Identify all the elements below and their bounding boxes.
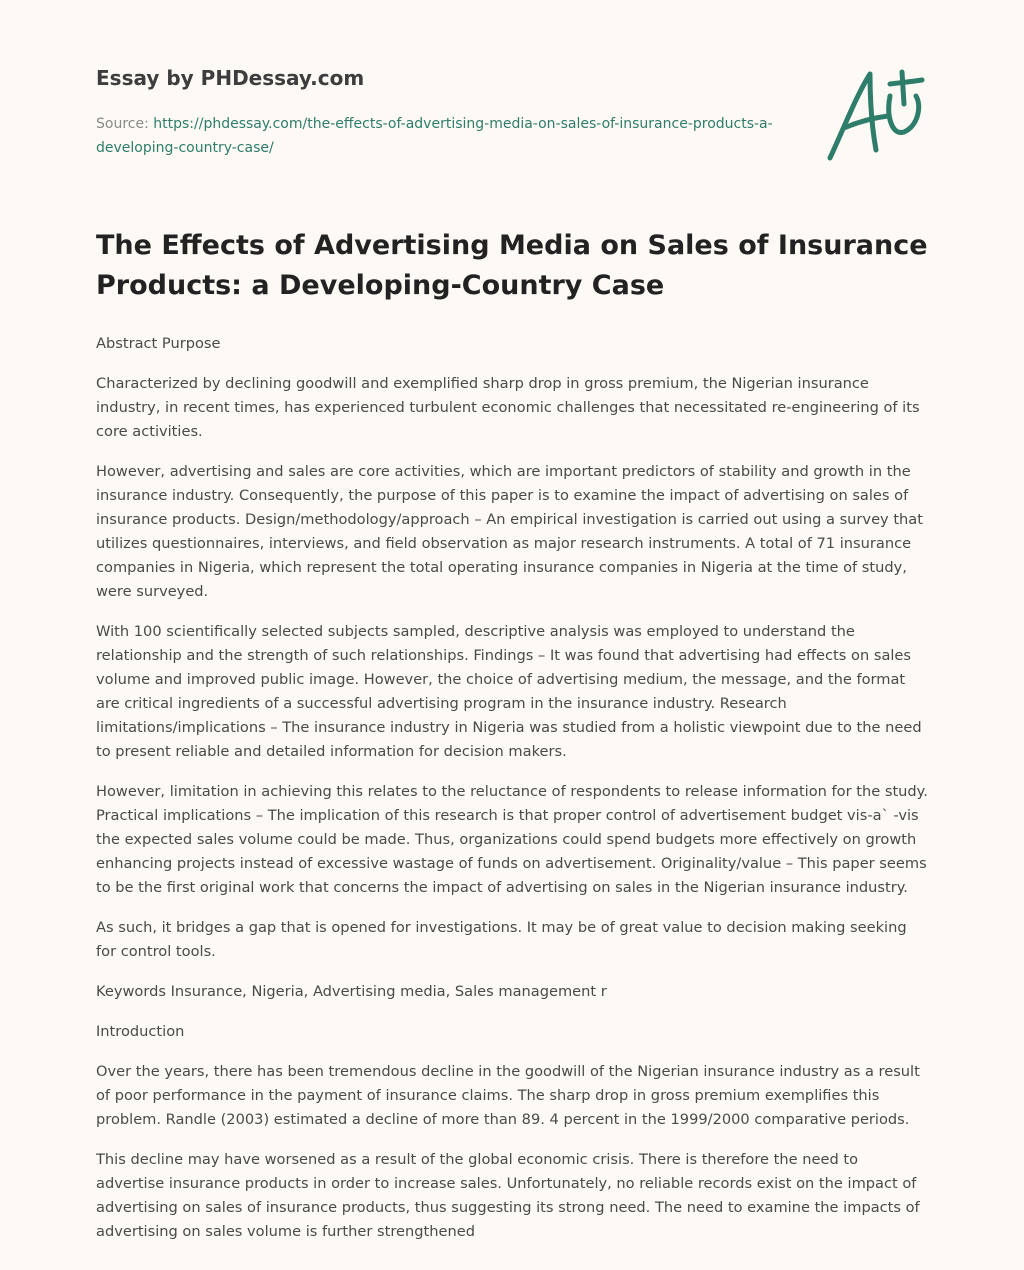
essay-content — [96, 226, 930, 1260]
source-line — [96, 112, 776, 160]
essay-paragraph: This decline may have worsened as a result of the global economic crisis. There is therefore the need to advertise insurance products in order to increase sales. Unfortunately, no reliable records exist on the impact of advertising on sales of insurance products, thus suggesting its strong need. The need to examine the impacts of advertising on sales volume is further strengthened — [96, 1151, 920, 1240]
essay-paragraph: Over the years, there has been tremendous decline in the goodwill of the Nigerian insurance industry as a result of poor performance in the payment of insurance claims. The sharp drop in gross premium exemplifies this problem. Randle (2003) estimated a decline of more than 89. 4 percent in the 1999/2000 comparative periods. — [96, 1063, 920, 1128]
essay-title: The Effects of Advertising Media on Sales of Insurance Products: a Developing-Country Case — [96, 230, 928, 301]
source-link[interactable]: https://phdessay.com/the-effects-of-advertising-media-on-sales-of-insurance-products-a-developing-country-case/ — [96, 116, 773, 156]
site-title: Essay by PHDessay.com — [96, 66, 365, 90]
source-label: Source: — [96, 116, 154, 132]
essay-paragraph: However, advertising and sales are core activities, which are important predictors of stability and growth in the insurance industry. Consequently, the purpose of this paper is to examine the impact of advertising on sales of insurance products. Design/methodology/approach – An empirical investigation is carried out using a survey that utilizes questionnaires, interviews, and field observation as major research instruments. A total of 71 insurance companies in Nigeria, which represent the total operating insurance companies in Nigeria at the time of study, were surveyed. — [96, 463, 923, 600]
a-plus-logo-icon — [818, 66, 930, 166]
essay-paragraph: However, limitation in achieving this relates to the reluctance of respondents to release information for the study. Practical implications – The implication of this research is that proper control of advertisement budget vis-a` -vis the expected sales volume could be made. Thus, organizations could spend budgets more effectively on growth enhancing projects instead of excessive wastage of funds on advertisement. Originality/value – This paper seems to be the first original work that concerns the impact of advertising on sales in the Nigerian insurance industry. — [96, 783, 928, 896]
essay-paragraph: Keywords Insurance, Nigeria, Advertising media, Sales management r — [96, 983, 607, 1000]
essay-paragraph: As such, it bridges a gap that is opened for investigations. It may be of great value to decision making seeking for control tools. — [96, 919, 907, 960]
essay-paragraph: With 100 scientifically selected subjects sampled, descriptive analysis was employed to understand the relationship and the strength of such relationships. Findings – It was found that advertising had effects on sales volume and improved public image. However, the choice of advertising medium, the message, and the format are critical ingredients of a successful advertising program in the insurance industry. Research limitations/implications – The insurance industry in Nigeria was studied from a holistic viewpoint due to the need to present reliable and detailed information for decision makers. — [96, 623, 922, 760]
page-header — [96, 64, 776, 160]
essay-paragraph: Characterized by declining goodwill and exemplified sharp drop in gross premium, the Nigerian insurance industry, in recent times, has experienced turbulent economic challenges that necessitated re-engineering of its core activities. — [96, 375, 920, 440]
essay-paragraph: Abstract Purpose — [96, 335, 221, 352]
essay-paragraph: Introduction — [96, 1023, 185, 1040]
